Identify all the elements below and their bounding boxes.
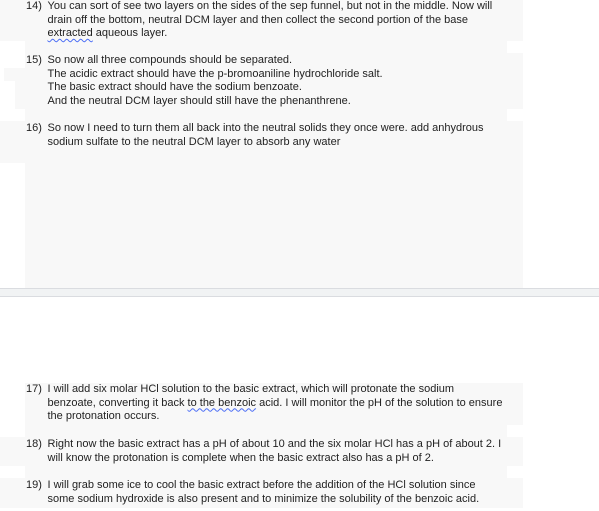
selection-highlight [25, 41, 507, 53]
selection-highlight [0, 121, 25, 163]
list-item-text [48, 0, 524, 41]
text-line: sodium sulfate to the neutral DCM layer to absorb any water [47, 135, 341, 148]
selection-highlight [25, 163, 523, 288]
list-number: 18) [26, 438, 42, 450]
list-number: 15) [26, 54, 42, 66]
text-line: Right now the basic extract has a pH of about 10 and the six molar HCl has a pH of about 2. I [47, 438, 502, 450]
page-break [0, 288, 599, 297]
list-number: 17) [26, 383, 42, 395]
text-line: will know the protonation is complete when the basic extract also has a pH of 2. [47, 451, 434, 464]
text-line: some sodium hydroxide is also present and to minimize the solubility of the benzoic acid. [47, 492, 480, 505]
document-page-bottom [0, 297, 599, 511]
text-fragment: benzoate, converting it back [47, 396, 188, 409]
text-fragment: acid. I will monitor the pH of the solution to ensure [256, 396, 503, 409]
text-line: I will add six molar HCl solution to the basic extract, which will protonate the sodium [47, 383, 455, 395]
list-number: 14) [26, 0, 42, 12]
selection-highlight [25, 425, 507, 437]
list-item [26, 54, 523, 108]
text-line: the protonation occurs. [47, 410, 160, 423]
list-item [26, 479, 523, 506]
list-item [26, 438, 523, 465]
list-number: 19) [26, 479, 42, 491]
text-line: And the neutral DCM layer should still have the phenanthrene. [47, 94, 351, 107]
text-line: The basic extract should have the sodium benzoate. [47, 81, 302, 94]
text-line: So now all three compounds should be separated. [47, 54, 293, 66]
text-line: drain off the bottom, neutral DCM layer and then collect the second portion of the base [47, 13, 468, 26]
text-fragment: aqueous layer. [92, 27, 168, 40]
selection-highlight [25, 466, 507, 478]
selection-highlight [4, 68, 25, 81]
text-line: The acidic extract should have the p-bromoaniline hydrochloride salt. [47, 67, 383, 80]
selection-highlight [25, 109, 507, 121]
text-line [48, 27, 524, 41]
selection-highlight [0, 437, 25, 466]
selection-highlight [0, 0, 25, 41]
list-item-text [48, 54, 524, 108]
selection-highlight [15, 81, 25, 109]
list-item [26, 383, 523, 424]
list-item-text [48, 479, 524, 506]
list-item-text [48, 122, 524, 149]
list-number: 16) [26, 122, 42, 134]
list-item-text [48, 438, 524, 465]
grammar-underlined-phrase[interactable]: to the benzoic [187, 396, 257, 409]
list-item [26, 122, 523, 149]
spellcheck-underlined-word[interactable]: extracted [47, 27, 93, 40]
text-line [48, 397, 524, 411]
text-line: You can sort of see two layers on the sides of the sep funnel, but not in the middle. Now will [47, 0, 493, 12]
selection-highlight [0, 478, 25, 508]
text-line: I will grab some ice to cool the basic extract before the addition of the HCl solution since [47, 479, 476, 491]
list-item-text [48, 383, 524, 424]
text-line: So now I need to turn them all back into the neutral solids they once were. add anhydrous [47, 122, 484, 134]
list-item [26, 0, 523, 41]
